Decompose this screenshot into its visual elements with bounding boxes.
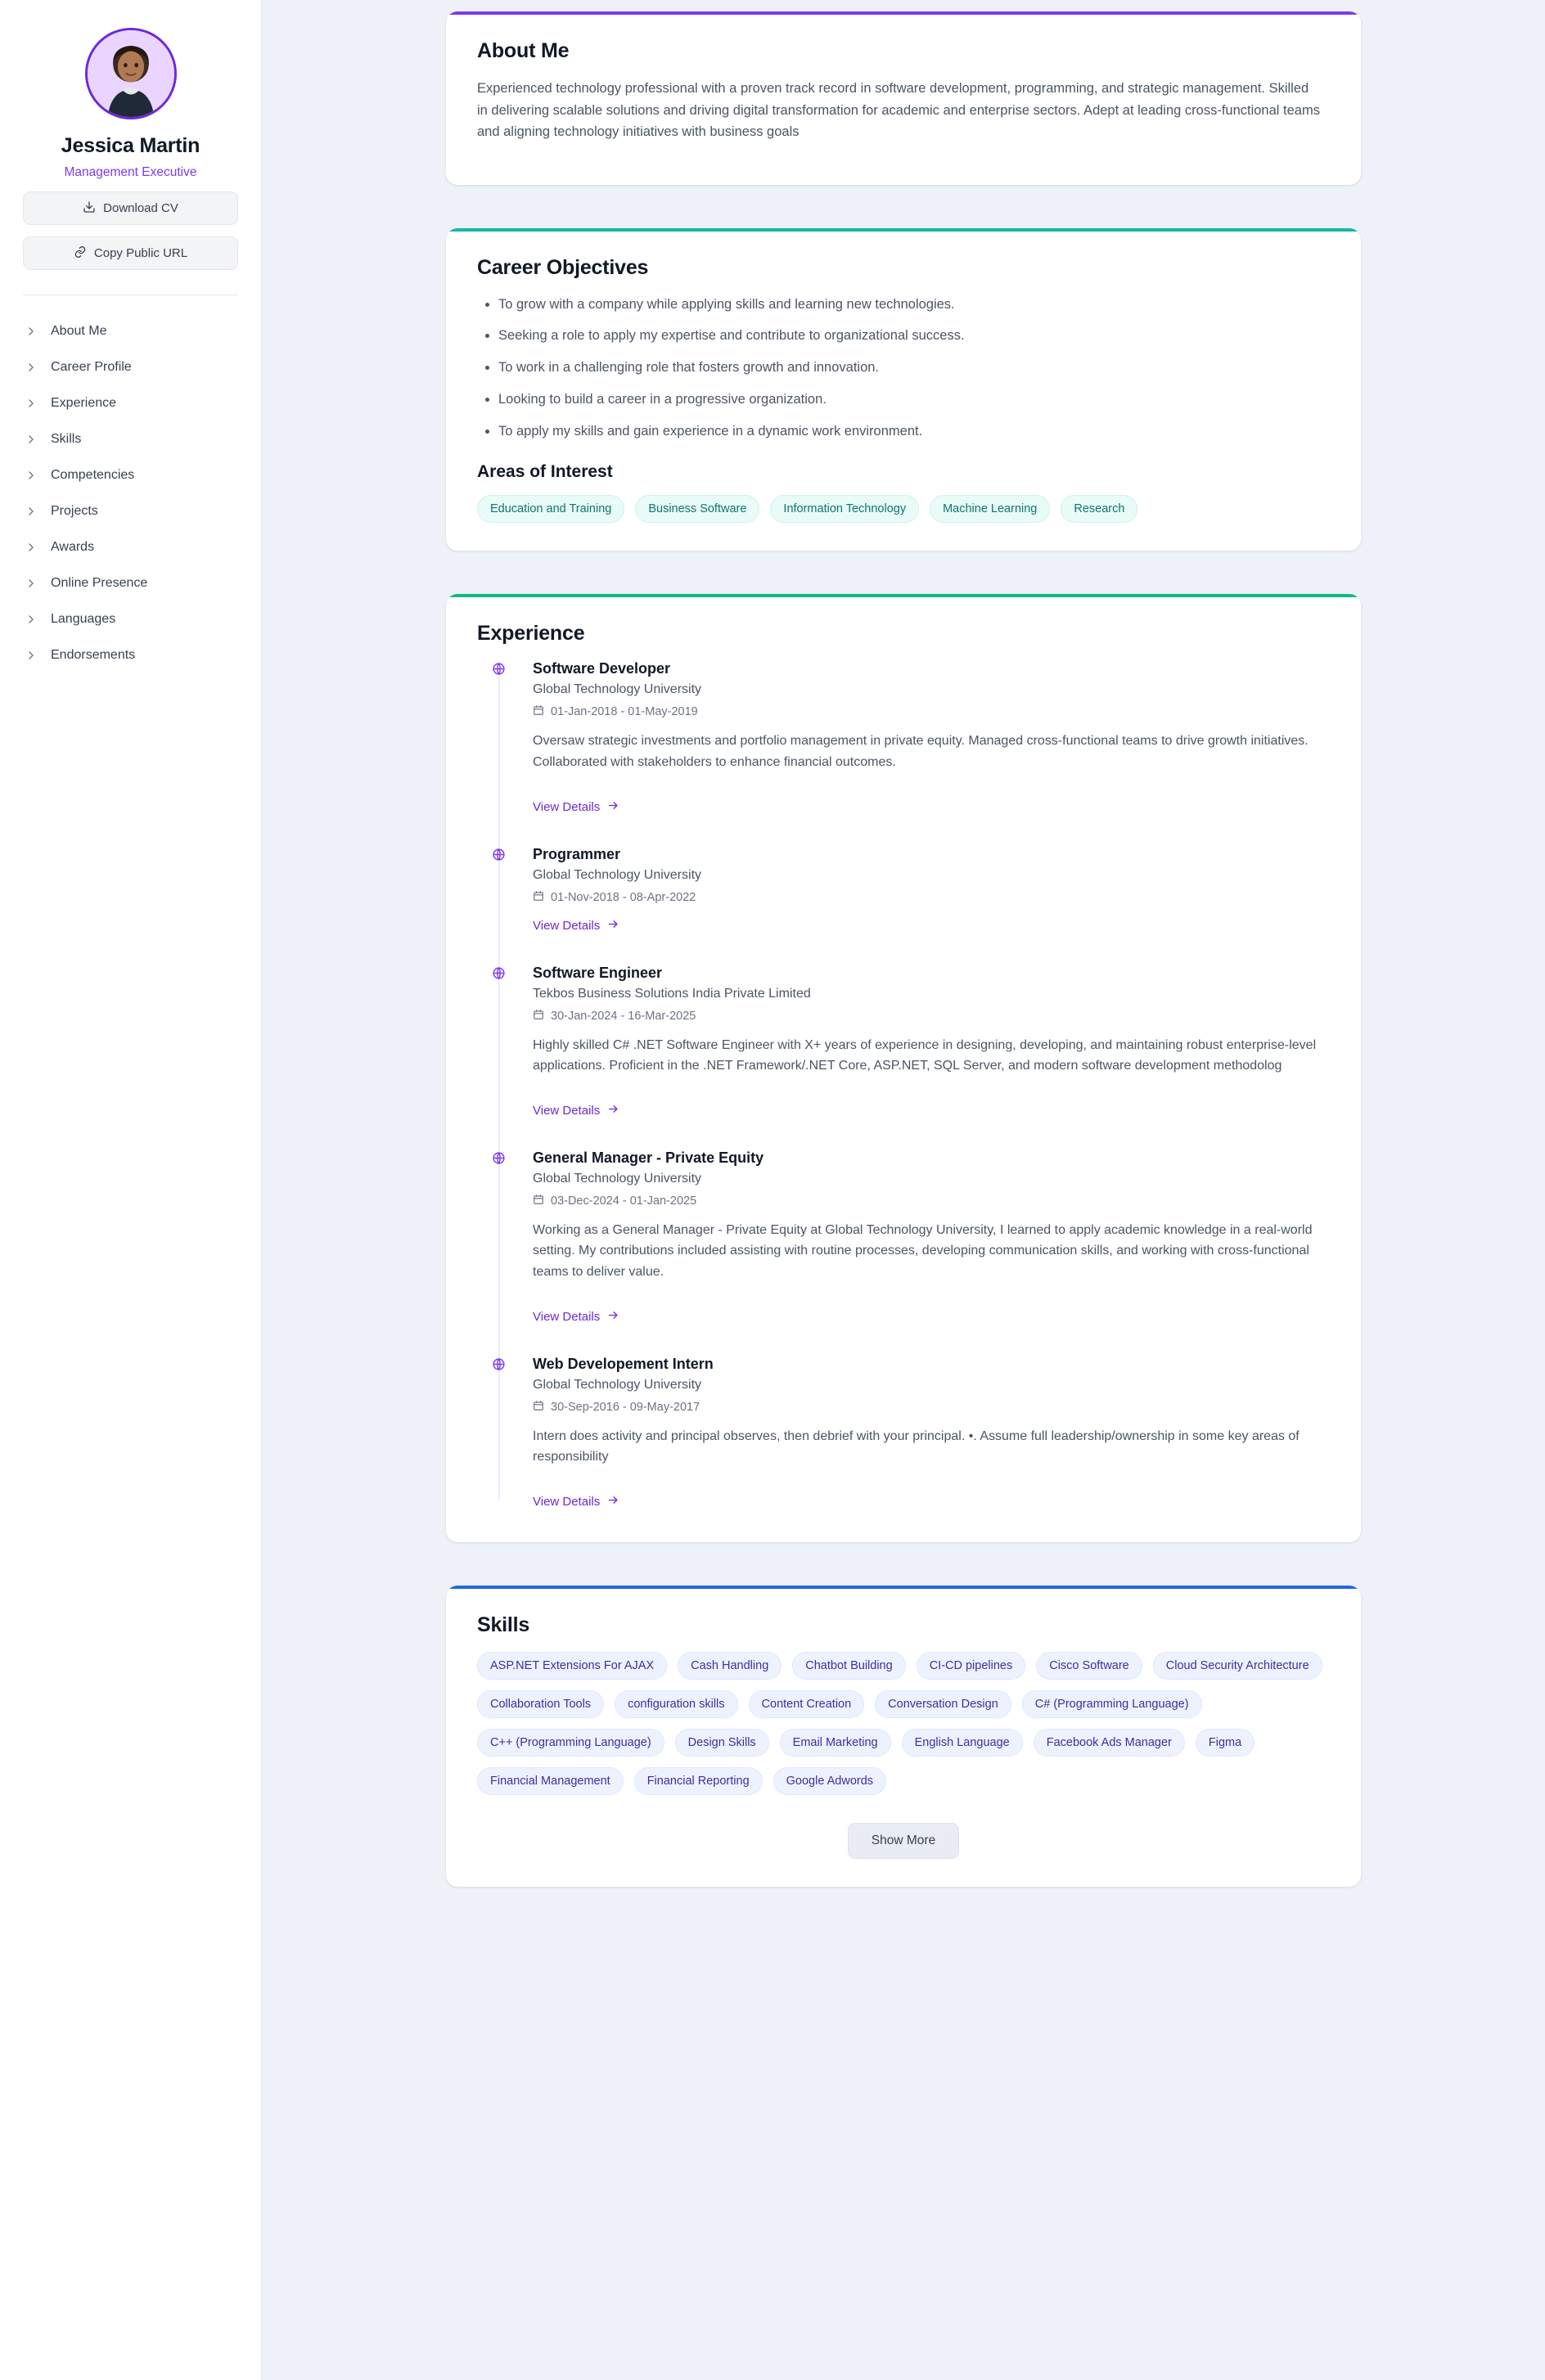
about-me-title: About Me — [477, 39, 570, 62]
sidebar-item-label: About Me — [51, 324, 107, 338]
copy-public-url-button[interactable] — [23, 236, 238, 270]
chip-skill[interactable]: Google Adwords — [773, 1767, 886, 1795]
experience-description: Intern does activity and principal observes, then debrief with your principal. •. Assume full leadership/ownership in some key areas of responsibility — [533, 1428, 1300, 1464]
arrow-right-icon — [607, 1309, 619, 1325]
sidebar-item-label: Online Presence — [51, 576, 148, 590]
skills-card — [446, 1586, 1361, 1887]
view-details-link[interactable] — [533, 1103, 619, 1118]
chip-skill[interactable]: Design Skills — [675, 1729, 769, 1757]
areas-of-interest-chips — [477, 495, 1330, 523]
sidebar-item-label: Endorsements — [51, 648, 136, 662]
experience-role: Programmer — [533, 845, 621, 862]
experience-org: Global Technology University — [533, 1171, 702, 1186]
experience-item — [533, 660, 1330, 845]
experience-dates: 01-Jan-2018 - 01-May-2019 — [551, 705, 698, 719]
career-objectives-list — [477, 295, 1330, 442]
skills-title: Skills — [477, 1613, 530, 1636]
list-item: • Looking to build a career in a progressive organization. — [498, 389, 1330, 410]
download-icon — [83, 200, 96, 217]
sidebar-nav — [23, 313, 238, 673]
experience-item — [533, 1356, 1330, 1514]
avatar — [85, 28, 177, 119]
experience-dates: 03-Dec-2024 - 01-Jan-2025 — [551, 1194, 697, 1208]
chip-skill[interactable]: Cash Handling — [678, 1652, 782, 1680]
chip-skill[interactable]: Cloud Security Architecture — [1153, 1652, 1322, 1680]
experience-title: Experience — [477, 622, 585, 646]
chip-skill[interactable]: C++ (Programming Language) — [477, 1729, 664, 1757]
chevron-right-icon — [25, 541, 38, 554]
experience-dates-row — [533, 704, 1330, 719]
experience-item — [533, 1150, 1330, 1356]
sidebar-item-label: Competencies — [51, 468, 135, 482]
link-icon — [74, 245, 87, 262]
experience-role: Software Developer — [533, 660, 671, 677]
experience-role: General Manager - Private Equity — [533, 1149, 764, 1166]
globe-icon — [492, 1151, 506, 1165]
experience-item — [533, 965, 1330, 1150]
sidebar-item-endorsements[interactable] — [23, 637, 238, 673]
career-objectives-title: Career Objectives — [477, 255, 649, 279]
sidebar — [0, 0, 262, 2380]
skills-chips — [477, 1652, 1330, 1795]
calendar-icon — [533, 704, 544, 719]
chip-skill[interactable]: Financial Management — [477, 1767, 624, 1795]
chevron-right-icon — [25, 649, 38, 662]
list-item: • To work in a challenging role that fosters growth and innovation. — [498, 358, 1330, 378]
chip-area-of-interest[interactable]: Research — [1061, 495, 1137, 523]
chip-area-of-interest[interactable]: Machine Learning — [930, 495, 1050, 523]
sidebar-item-label: Career Profile — [51, 360, 132, 374]
experience-timeline — [498, 660, 1330, 1514]
view-details-link[interactable] — [533, 799, 619, 815]
experience-org: Tekbos Business Solutions India Private Limited — [533, 986, 811, 1001]
sidebar-item-label: Awards — [51, 540, 95, 554]
experience-dates-row — [533, 1009, 1330, 1024]
chevron-right-icon — [25, 433, 38, 446]
experience-org: Global Technology University — [533, 867, 702, 882]
globe-icon — [492, 966, 506, 980]
calendar-icon — [533, 1009, 544, 1024]
chip-skill[interactable]: Facebook Ads Manager — [1034, 1729, 1185, 1757]
chip-area-of-interest[interactable]: Education and Training — [477, 495, 624, 523]
sidebar-item-label: Experience — [51, 396, 117, 410]
experience-dates-row — [533, 1194, 1330, 1208]
experience-item — [533, 846, 1330, 965]
avatar-wrap — [23, 28, 238, 119]
show-more-wrap — [477, 1823, 1330, 1859]
calendar-icon — [533, 1400, 544, 1415]
chip-skill[interactable]: ASP.NET Extensions For AJAX — [477, 1652, 667, 1680]
main-content — [262, 0, 1545, 2380]
download-cv-button[interactable] — [23, 191, 238, 225]
sidebar-item-competencies[interactable] — [23, 457, 238, 493]
chevron-right-icon — [25, 325, 38, 338]
experience-dates-row — [533, 890, 1330, 905]
chip-skill[interactable]: Collaboration Tools — [477, 1690, 604, 1718]
view-details-label: View Details — [533, 799, 601, 814]
chip-skill[interactable]: Financial Reporting — [634, 1767, 763, 1795]
globe-icon — [492, 1357, 506, 1371]
sidebar-item-online-presence[interactable] — [23, 565, 238, 601]
view-details-label: View Details — [533, 1309, 601, 1324]
about-me-text: Experienced technology professional with a proven track record in software development, programming, and strategic management. Skilled in delivering scalable solutions and driving digital transformation for academic and enterprise sectors. Adept at leading cross-functional teams and aligning technology initiatives with business goals — [477, 81, 1320, 140]
sidebar-item-about-me[interactable] — [23, 313, 238, 349]
experience-dates-row — [533, 1400, 1330, 1415]
chevron-right-icon — [25, 397, 38, 410]
chip-skill[interactable]: Conversation Design — [875, 1690, 1011, 1718]
experience-dates: 30-Sep-2016 - 09-May-2017 — [551, 1400, 700, 1414]
chevron-right-icon — [25, 577, 38, 590]
view-details-label: View Details — [533, 918, 601, 933]
chip-skill[interactable]: Chatbot Building — [792, 1652, 905, 1680]
sidebar-item-label: Languages — [51, 612, 116, 626]
sidebar-item-career-profile[interactable] — [23, 349, 238, 385]
show-more-button[interactable]: Show More — [848, 1823, 959, 1859]
sidebar-item-skills[interactable] — [23, 421, 238, 457]
experience-org: Global Technology University — [533, 682, 702, 697]
experience-description: Highly skilled C# .NET Software Engineer with X+ years of experience in designing, developing, and maintaining robust enterprise-level applications. Proficient in the .NET Framework/.NET Core, ASP.NET, SQL Server, and modern software development methodolog — [533, 1037, 1317, 1073]
chip-skill[interactable]: Content Creation — [749, 1690, 865, 1718]
chip-skill[interactable]: Cisco Software — [1036, 1652, 1142, 1680]
profile-name: Jessica Martin — [61, 134, 200, 157]
experience-role: Software Engineer — [533, 964, 663, 981]
experience-org: Global Technology University — [533, 1377, 702, 1392]
chip-area-of-interest[interactable]: Business Software — [635, 495, 759, 523]
profile-role: Management Executive — [64, 165, 197, 179]
chip-skill[interactable]: configuration skills — [615, 1690, 737, 1718]
chevron-right-icon — [25, 469, 38, 482]
chip-skill[interactable]: Figma — [1196, 1729, 1254, 1757]
areas-of-interest-title: Areas of Interest — [477, 462, 613, 482]
experience-dates: 30-Jan-2024 - 16-Mar-2025 — [551, 1009, 696, 1023]
sidebar-item-languages[interactable] — [23, 601, 238, 637]
calendar-icon — [533, 1194, 544, 1208]
sidebar-item-experience[interactable] — [23, 385, 238, 421]
arrow-right-icon — [607, 799, 619, 815]
view-details-link[interactable] — [533, 1494, 619, 1509]
calendar-icon — [533, 890, 544, 905]
chip-skill[interactable]: Email Marketing — [780, 1729, 891, 1757]
chip-skill[interactable]: CI-CD pipelines — [917, 1652, 1026, 1680]
copy-public-url-label: Copy Public URL — [93, 246, 188, 260]
list-item: • Seeking a role to apply my expertise and contribute to organizational success. — [498, 326, 1330, 346]
experience-card — [446, 594, 1361, 1541]
chip-area-of-interest[interactable]: Information Technology — [770, 495, 919, 523]
arrow-right-icon — [607, 918, 619, 934]
chevron-right-icon — [25, 505, 38, 518]
view-details-link[interactable] — [533, 1309, 619, 1325]
view-details-label: View Details — [533, 1103, 601, 1118]
about-me-card — [446, 11, 1361, 185]
view-details-label: View Details — [533, 1494, 601, 1509]
chevron-right-icon — [25, 613, 38, 626]
arrow-right-icon — [607, 1494, 619, 1509]
chevron-right-icon — [25, 361, 38, 374]
chip-skill[interactable]: C# (Programming Language) — [1022, 1690, 1202, 1718]
globe-icon — [492, 662, 506, 676]
list-item: • To apply my skills and gain experience in a dynamic work environment. — [498, 421, 1330, 442]
sidebar-item-projects[interactable] — [23, 493, 238, 529]
career-objectives-card — [446, 228, 1361, 551]
arrow-right-icon — [607, 1103, 619, 1118]
experience-dates: 01-Nov-2018 - 08-Apr-2022 — [551, 890, 696, 904]
globe-icon — [492, 848, 506, 862]
list-item: • To grow with a company while applying skills and learning new technologies. — [498, 295, 1330, 315]
experience-role: Web Developement Intern — [533, 1355, 714, 1372]
sidebar-item-awards[interactable] — [23, 529, 238, 565]
sidebar-item-label: Skills — [51, 432, 82, 446]
chip-skill[interactable]: English Language — [902, 1729, 1023, 1757]
download-cv-label: Download CV — [103, 201, 178, 215]
experience-description: Oversaw strategic investments and portfolio management in private equity. Managed cross-functional teams to drive growth initiatives. Collaborated with stakeholders to enhance financial outcomes. — [533, 734, 1309, 769]
view-details-link[interactable] — [533, 918, 619, 934]
experience-description: Working as a General Manager - Private Equity at Global Technology University, I learned to apply academic knowledge in a real-world setting. My contributions included assisting with routine processes, developing communication skills, and working with cross-functional teams to deliver value. — [533, 1222, 1313, 1279]
sidebar-item-label: Projects — [51, 504, 98, 518]
